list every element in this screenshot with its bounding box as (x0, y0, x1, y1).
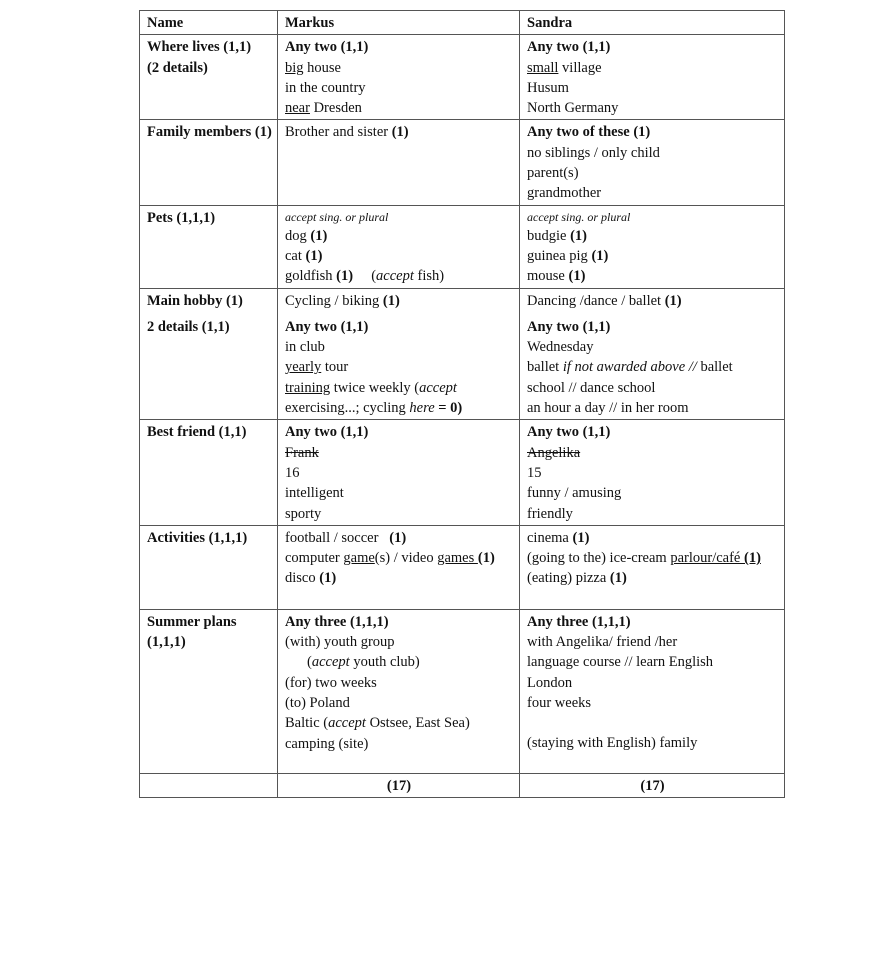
summer-markus: Any three (1,1,1) (with) youth group (accept youth club) (for) two weeks (to) Poland Baltic (accept Ostsee, East Sea) camping (site) (278, 609, 520, 773)
row-pets (140, 205, 785, 288)
activities-markus: football / soccer (1) computer game(s) / video games (1) disco (1) (278, 525, 520, 609)
pets-label: Pets (1,1,1) (140, 205, 278, 288)
family-markus: Brother and sister (1) (278, 120, 520, 205)
summer-sandra: Any three (1,1,1) with Angelika/ friend /her language course // learn English London four weeks (staying with English) family (520, 609, 785, 773)
total-markus: (17) (278, 773, 520, 797)
pets-markus: accept sing. or plural dog (1) cat (1) goldfish (1) (accept fish) (278, 205, 520, 288)
marking-table (139, 10, 785, 798)
friend-sandra: Any two (1,1) Angelika 15 funny / amusing friendly (520, 420, 785, 525)
summer-label: Summer plans (1,1,1) (140, 609, 278, 773)
hobby-markus: Cycling / biking (1) (278, 288, 520, 312)
row-activities (140, 525, 785, 609)
row-family (140, 120, 785, 205)
row-main-hobby (140, 288, 785, 312)
friend-markus: Any two (1,1) Frank 16 intelligent sporty (278, 420, 520, 525)
hobby-sandra: Dancing /dance / ballet (1) (520, 288, 785, 312)
activities-label: Activities (1,1,1) (140, 525, 278, 609)
totals-label (140, 773, 278, 797)
hobby-details-sandra: Any two (1,1) Wednesday ballet if not awarded above // ballet school // dance school an hour a day // in her room (520, 312, 785, 420)
pets-sandra: accept sing. or plural budgie (1) guinea pig (1) mouse (1) (520, 205, 785, 288)
hobby-details-markus: Any two (1,1) in club yearly tour training twice weekly (accept exercising...; cycling here = 0) (278, 312, 520, 420)
activities-sandra: cinema (1) (going to the) ice-cream parlour/café (1) (eating) pizza (1) (520, 525, 785, 609)
where-markus: Any two (1,1) big house in the country near Dresden (278, 35, 520, 120)
header-row (140, 11, 785, 35)
row-where-lives (140, 35, 785, 120)
where-sandra: Any two (1,1) small village Husum North Germany (520, 35, 785, 120)
row-totals (140, 773, 785, 797)
header-sandra: Sandra (520, 11, 785, 35)
family-label: Family members (1) (140, 120, 278, 205)
friend-label: Best friend (1,1) (140, 420, 278, 525)
row-hobby-details (140, 312, 785, 420)
row-summer-plans (140, 609, 785, 773)
total-sandra: (17) (520, 773, 785, 797)
header-name: Name (140, 11, 278, 35)
where-label: Where lives (1,1) (2 details) (140, 35, 278, 120)
hobby-details-label: 2 details (1,1) (140, 312, 278, 420)
header-markus: Markus (278, 11, 520, 35)
family-sandra: Any two of these (1) no siblings / only child parent(s) grandmother (520, 120, 785, 205)
row-best-friend (140, 420, 785, 525)
hobby-label: Main hobby (1) (140, 288, 278, 312)
